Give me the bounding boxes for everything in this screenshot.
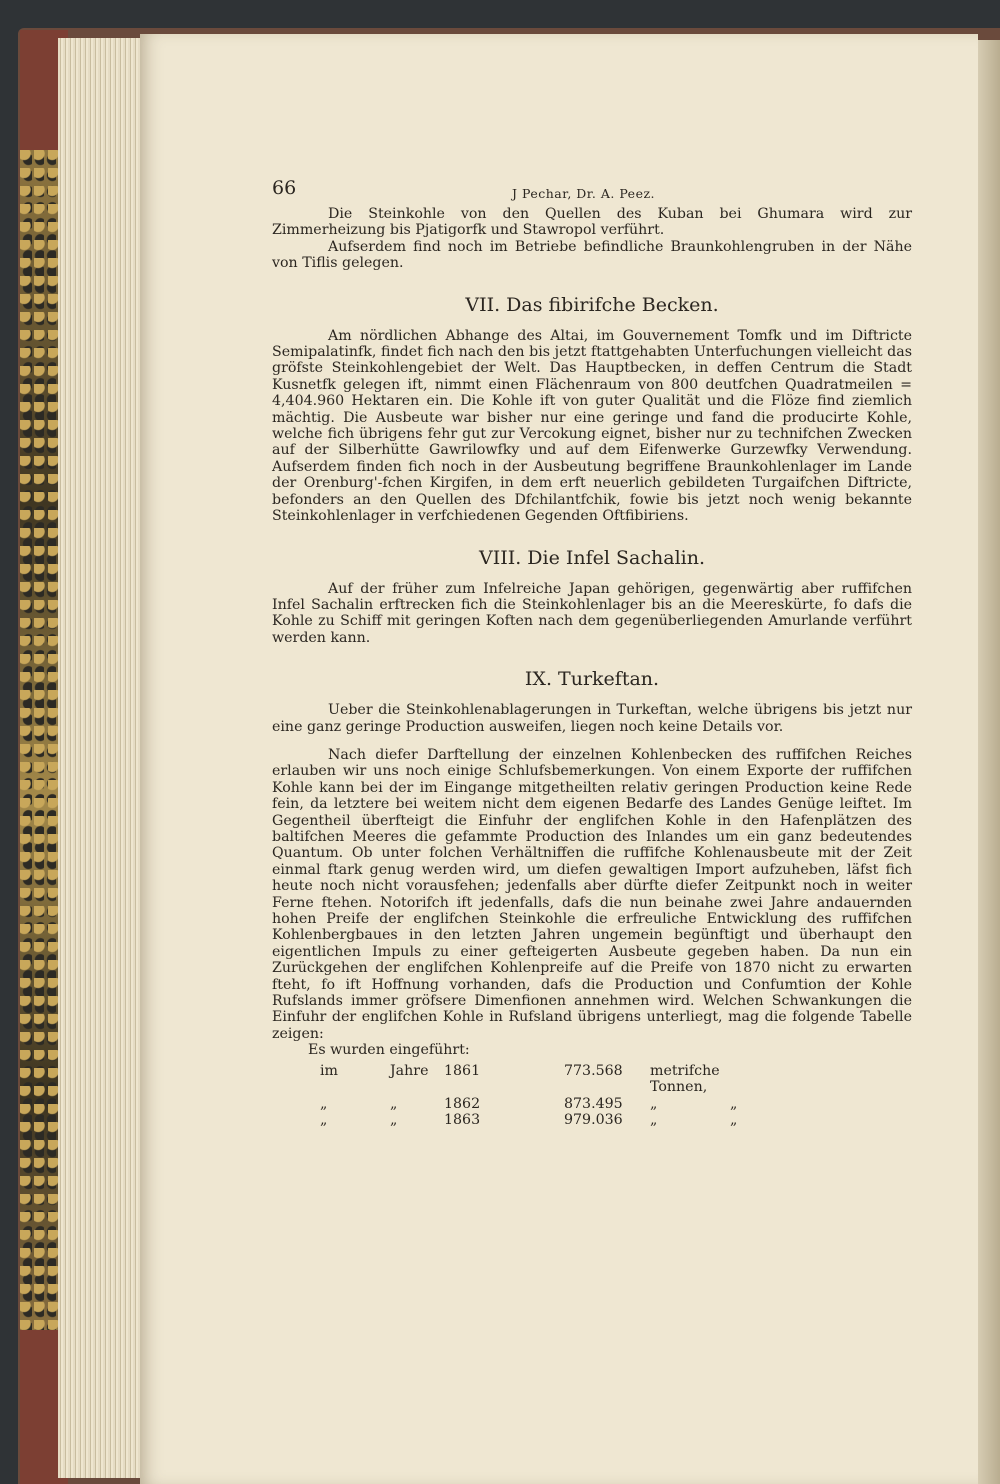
- table-cell-prefix: im: [320, 1062, 338, 1079]
- section-8-paragraph: Auf der früher zum Infelreiche Japan gehörigen, gegenwärtig aber ruffifchen Infel Sachalin erftrecken fich die Steinkohlenlager bis an die Meereskürte, fo dafs die Kohle zu Schiff mit geringen Koften nach dem gegenüberliegenden Amurlande verführt werden kann.: [272, 580, 912, 646]
- table-cell-value: 979.036: [564, 1112, 623, 1129]
- table-lead: Es wurden eingeführt:: [308, 1042, 470, 1059]
- right-page-edge: [976, 40, 1000, 1484]
- page-edges: [58, 38, 144, 1478]
- import-table: [272, 1063, 912, 1129]
- table-cell-label: „: [390, 1095, 398, 1112]
- table-cell-prefix: „: [320, 1112, 328, 1129]
- table-row: [272, 1063, 912, 1096]
- table-cell-unit: „: [650, 1095, 658, 1112]
- table-cell-value: 873.495: [564, 1095, 623, 1112]
- section-9-paragraph-1: Ueber die Steinkohlenablagerungen in Turkeftan, welche übrigens bis jetzt nur eine ganz geringe Production ausweifen, liegen noch keine Details vor.: [272, 702, 912, 735]
- page-number: 66: [272, 177, 297, 199]
- section-9-paragraph-2: Nach diefer Darftellung der einzelnen Kohlenbecken des ruffifchen Reiches erlauben wir uns noch einige Schlufsbemerkungen. Von einem Exporte der ruffifchen Kohle kann bei der im Eingange mitgetheilten relativ geringen Production keine Rede fein, da letztere bei weitem nicht dem eigenen Bedarfe des Landes Genüge leiftet. Im Gegentheil überfteigt die Einfuhr der englifchen Kohle in den Hafenplätzen des baltifchen Meeres die gefammte Production des Inlandes um ein ganz bedeutendes Quantum. Ob unter folchen Verhältniffen die ruffifche Kohlenausbeute mit der Zeit einmal ftark genug werden wird, um diefen gewaltigen Import aufzuheben, läfst fich heute noch nicht vorausfehen; jedenfalls aber dürfte diefer Zeitpunkt noch in weiter Ferne ftehen. Notorifch ift jedenfalls, dafs die nun beinahe zwei Jahre andauernden hohen Preife der englifchen Steinkohle die erfreuliche Entwicklung des ruffifchen Kohlenbergbaues in den letzten Jahren ungemein begünftigt und überhaupt den eigentlichen Impuls zu einer gefteigerten Ausbeute gegeben haben. Da nun ein Zurückgehen der englifchen Kohlenpreife auf die Preife von 1870 nicht zu erwarten fteht, fo ift Hoffnung vorhanden, dafs die Production und Confumtion der Kohle Rufslands immer gröfsere Dimenfionen annehmen wird. Welchen Schwankungen die Einfuhr der englifchen Kohle in Rufsland übrigens unterliegt, mag die folgende Tabelle zeigen:: [272, 746, 912, 1042]
- section-7-paragraph: Am nördlichen Abhange des Altai, im Gouvernement Tomfk und im Diftricte Semipalatinfk, findet fich nach den bis jetzt ftattgehabten Unterfuchungen vielleicht das gröfste Steinkohlengebiet der Welt. Das Hauptbecken, in deffen Centrum die Stadt Kusnetfk gelegen ift, nimmt einen Flächenraum von 800 deutfchen Quadratmeilen = 4,404.960 Hektaren ein. Die Kohle ift von guter Qualität und die Flöze find ziemlich mächtig. Die Ausbeute war bisher nur eine geringe und fand die producirte Kohle, welche fich übrigens fehr gut zur Vercokung eignet, bisher nur zu technifchen Zwecken auf der Silberhütte Gawrilowfky und auf dem Eifenwerke Gurzewfky Verwendung. Aufserdem finden fich noch in der Ausbeutung begriffene Braunkohlenlager im Lande der Orenburg'-fchen Kirgifen, in dem erft neuerlich gebildeten Turgaifchen Diftricte, befonders an den Quellen des Dfchilantfchik, fowie bis jetzt noch wenig bekannte Steinkohlenlager in verfchiedenen Gegenden Oftfibiriens.: [272, 327, 912, 525]
- table-cell-label: „: [390, 1112, 398, 1129]
- page-header: [272, 177, 912, 206]
- section-7-heading: VII. Das fibirifche Becken.: [465, 293, 719, 316]
- table-row: [272, 1096, 912, 1113]
- table-cell-value: 773.568: [564, 1062, 623, 1079]
- table-cell-year: 1862: [444, 1095, 481, 1112]
- intro-paragraph-1: Die Steinkohle von den Quellen des Kuban bei Ghumara wird zur Zimmerheizung bis Pjatigorfk und Stawropol verführt.: [272, 206, 912, 239]
- table-cell-unit: metrifche Tonnen,: [650, 1062, 720, 1096]
- running-title: J Pechar, Dr. A. Peez.: [512, 186, 656, 201]
- table-cell-year: 1863: [444, 1112, 481, 1129]
- table-row: [272, 1112, 912, 1129]
- table-cell-unit: „: [650, 1112, 658, 1129]
- marbled-board: [20, 150, 60, 1330]
- table-cell-year: 1861: [444, 1062, 481, 1079]
- table-cell-label: Jahre: [390, 1062, 429, 1079]
- table-cell-prefix: „: [320, 1095, 328, 1112]
- table-cell-ditto: „: [730, 1112, 738, 1129]
- page-content: [272, 177, 912, 1129]
- table-cell-ditto: „: [730, 1095, 738, 1112]
- section-9-heading: IX. Turkeftan.: [524, 668, 660, 691]
- intro-paragraph-2: Aufserdem find noch im Betriebe befindliche Braunkohlengruben in der Nähe von Tiflis gelegen.: [272, 238, 912, 272]
- section-8-heading: VIII. Die Infel Sachalin.: [478, 546, 706, 569]
